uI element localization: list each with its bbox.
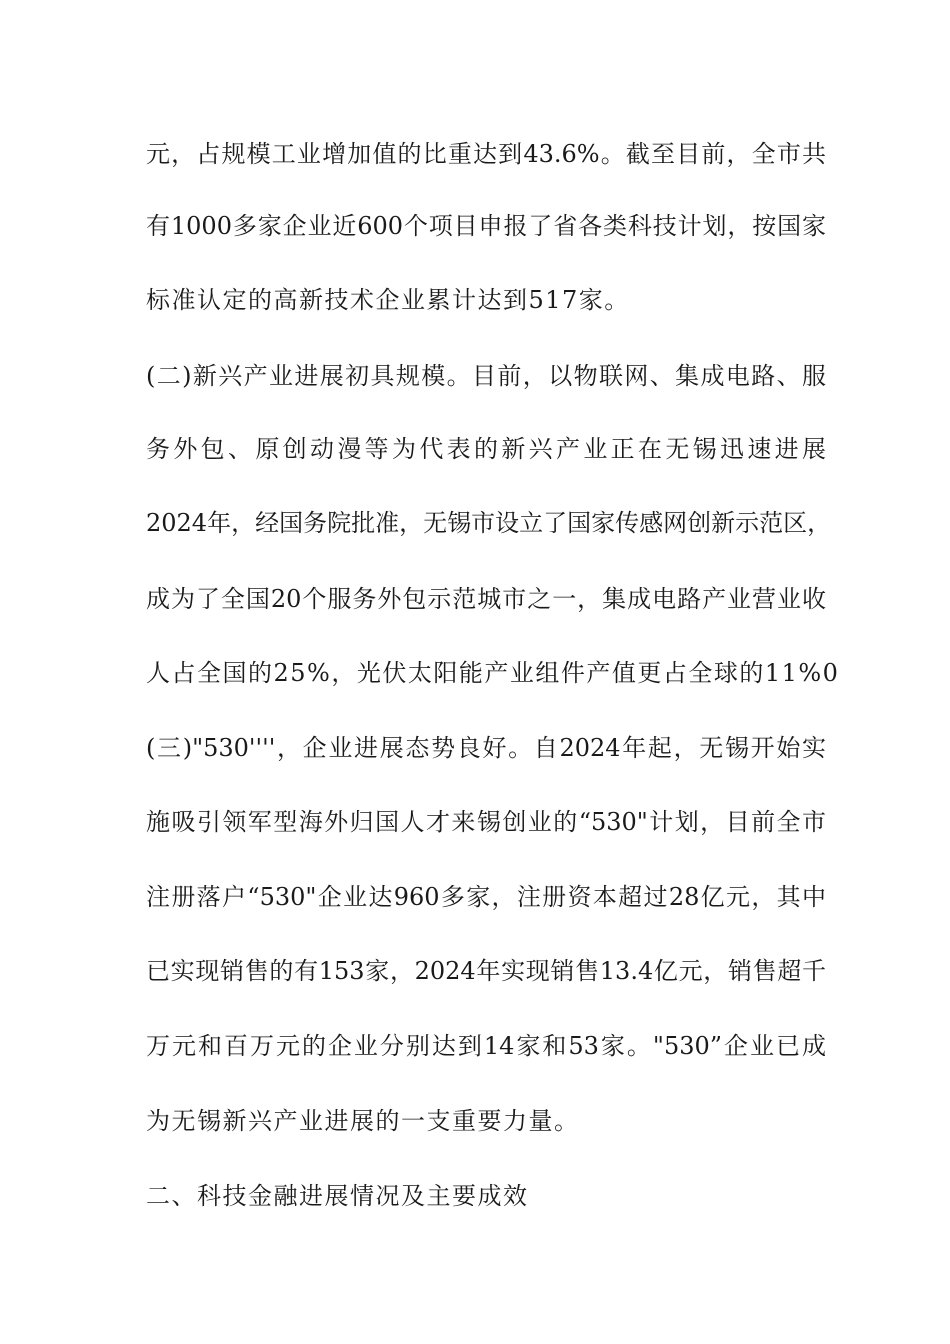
paragraph-line-9: (三)"530''''，企业进展态势良好。自2024年起，无锡开始实 bbox=[146, 734, 826, 762]
paragraph-line-5: 务外包、原创动漫等为代表的新兴产业正在无锡迅速进展 bbox=[146, 435, 826, 463]
paragraph-line-6: 2024年，经国务院批准，无锡市设立了国家传感网创新示范区， bbox=[146, 509, 832, 537]
paragraph-line-12: 已实现销售的有153家，2024年实现销售13.4亿元，销售超千 bbox=[146, 957, 826, 985]
paragraph-line-7: 成为了全国20个服务外包示范城市之一，集成电路产业营业收 bbox=[146, 585, 826, 613]
paragraph-line-8: 人占全国的25%，光伏太阳能产业组件产值更占全球的11%0 bbox=[146, 659, 840, 687]
paragraph-line-11: 注册落户“530"企业达960多家，注册资本超过28亿元，其中 bbox=[146, 883, 826, 911]
paragraph-line-13: 万元和百万元的企业分别达到14家和53家。"530”企业已成 bbox=[146, 1032, 826, 1060]
paragraph-line-1: 元，占规模工业增加值的比重达到43.6%。截至目前，全市共 bbox=[146, 140, 826, 168]
paragraph-line-2: 有1000多家企业近600个项目申报了省各类科技计划，按国家 bbox=[146, 212, 826, 240]
paragraph-line-14: 为无锡新兴产业进展的一支重要力量。 bbox=[146, 1107, 580, 1135]
paragraph-line-4: (二)新兴产业进展初具规模。目前，以物联网、集成电路、服 bbox=[146, 362, 826, 390]
paragraph-line-3: 标准认定的高新技术企业累计达到517家。 bbox=[146, 286, 630, 314]
section-heading: 二、科技金融进展情况及主要成效 bbox=[146, 1182, 529, 1210]
paragraph-line-10: 施吸引领军型海外归国人才来锡创业的“530"计划，目前全市 bbox=[146, 808, 826, 836]
